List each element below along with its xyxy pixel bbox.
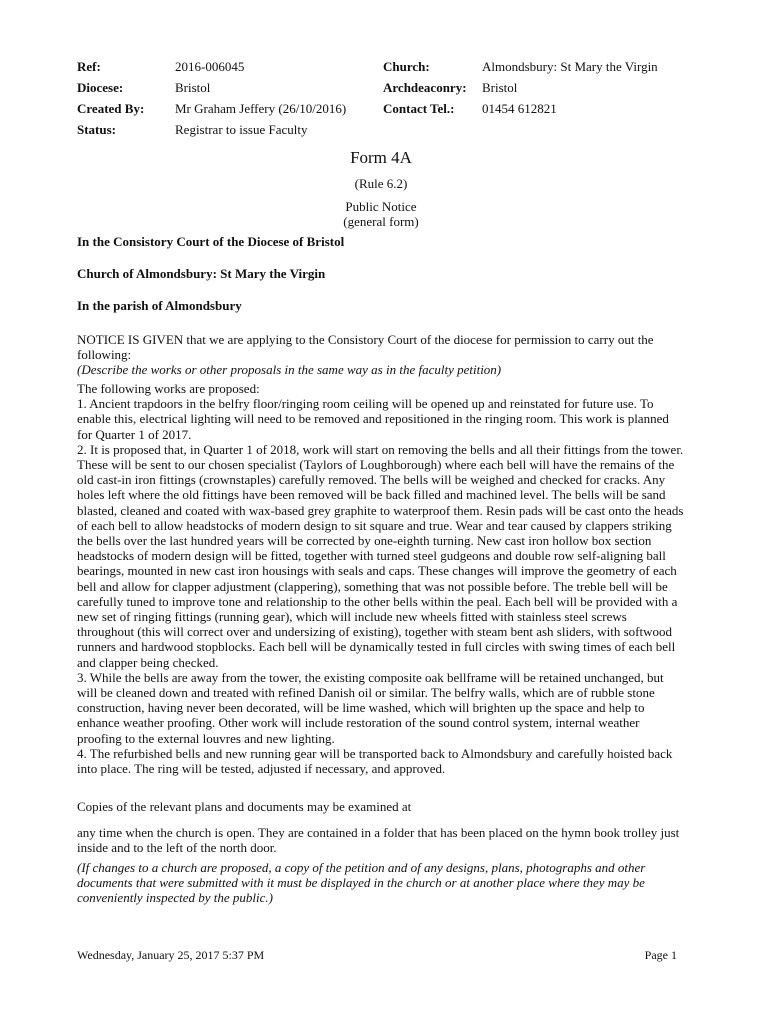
status-value: Registrar to issue Faculty <box>175 122 308 137</box>
created-by-label: Created By: <box>77 101 145 116</box>
archdeaconry-value: Bristol <box>482 80 518 95</box>
diocese-label: Diocese: <box>77 80 124 95</box>
works-item-3: 3. While the bells are away from the tower, the existing composite oak bellframe will be retained unchanged, but will be cleaned down and treated with refined Danish oil or similar. The belfry walls, which are of rubble stone construction, having never been decorated, will be lime washed, which will brighten up the space and help to enhance weather proofing. Other work will include restoration of the sound control system, internal weather proofing to the external louvres and new lighting. <box>77 669 664 746</box>
court-heading: In the Consistory Court of the Diocese of Bristol <box>77 234 345 249</box>
footer-page-number: Page 1 <box>644 948 677 962</box>
diocese-value: Bristol <box>175 80 211 95</box>
works-item-4: 4. The refurbished bells and new running gear will be transported back to Almondsbury and carefully hoisted back into place. The ring will be tested, adjusted if necessary, and approved. <box>77 745 673 777</box>
status-label: Status: <box>77 122 117 137</box>
church-heading: Church of Almondsbury: St Mary the Virgin <box>77 266 326 281</box>
meta-row-status <box>77 121 685 142</box>
proposed-works <box>77 381 687 776</box>
meta-row-ref <box>77 58 685 79</box>
public-notice-title: Public Notice <box>345 199 417 214</box>
footer-timestamp: Wednesday, January 25, 2017 5:37 PM <box>77 948 265 962</box>
contact-value: 01454 612821 <box>482 101 557 116</box>
display-requirement-note: (If changes to a church are proposed, a copy of the petition and of any designs, plans, photographs and other documents that were submitted with it must be displayed in the church or at another place where they may be conveniently inspected by the public.) <box>77 860 646 906</box>
church-value: Almondsbury: St Mary the Virgin <box>482 59 658 74</box>
public-notice-subtitle: (general form) <box>343 214 419 229</box>
works-item-2: 2. It is proposed that, in Quarter 1 of 2018, work will start on removing the bells and all their fittings from the tower. These will be sent to our chosen specialist (Taylors of Loughborough) where each bell will have the remains of the old cast-in iron fittings (crownstaples) carefully removed. The bells will be weighed and checked for cracks. Any holes left where the old fittings have been removed will be back filled and machined level. The bells will be sand blasted, cleaned and coated with wax-based grey graphite to waterproof them. Resin pads will be cast onto the heads of each bell to allow headstocks of modern design to sit square and true. Wear and tear caused by clappers striking the bells over the last hundred years will be corrected by one-eighth turning. New cast iron hollow box section headstocks of modern design will be fitted, together with turned steel gudgeons and double row self-aligning ball bearings, mounted in new cast iron housings with seals and caps. These changes will improve the geometry of each bell and allow for clapper adjustment (clappering), something that was not possible before. The treble bell will be carefully tuned to improve tone and relationship to the other bells within the peal. Each bell will be provided with a new set of ringing fittings (running gear), which will include new wheels fitted with stainless steel screws throughout (this will correct over and undersizing of existing), together with steam bent ash sliders, with softwood runners and hardwood stopblocks. Each bell will be dynamically tested in full circles with swing times of each bell and clapper being checked. <box>77 441 684 670</box>
contact-label: Contact Tel.: <box>383 101 455 116</box>
works-item-1: 1. Ancient trapdoors in the belfry floor/ringing room ceiling will be opened up and reinstated for future use. To enable this, electrical lighting will need to be removed and repositioned in the ringing room. This work is planned for Quarter 1 of 2017. <box>77 396 669 442</box>
form-title: Form 4A <box>350 148 412 167</box>
archdeaconry-label: Archdeaconry: <box>383 80 467 95</box>
copies-availability: any time when the church is open. They are contained in a folder that has been placed on the hymn book trolley just inside and to the left of the north door. <box>77 825 680 856</box>
rule-reference: (Rule 6.2) <box>354 176 408 191</box>
created-by-value: Mr Graham Jeffery (26/10/2016) <box>175 101 347 116</box>
case-metadata <box>77 58 685 142</box>
works-lead: The following works are proposed: <box>77 381 260 396</box>
meta-row-created <box>77 100 685 121</box>
church-label: Church: <box>383 59 430 74</box>
parish-heading: In the parish of Almondsbury <box>77 298 242 313</box>
notice-intro <box>77 332 687 378</box>
ref-value: 2016-006045 <box>175 59 245 74</box>
ref-label: Ref: <box>77 59 101 74</box>
meta-row-diocese <box>77 79 685 100</box>
copies-statement: Copies of the relevant plans and documents may be examined at <box>77 799 412 814</box>
notice-instruction: (Describe the works or other proposals in the same way as in the faculty petition) <box>77 362 502 378</box>
notice-statement: NOTICE IS GIVEN that we are applying to the Consistory Court of the diocese for permission to carry out the following: <box>77 332 654 363</box>
